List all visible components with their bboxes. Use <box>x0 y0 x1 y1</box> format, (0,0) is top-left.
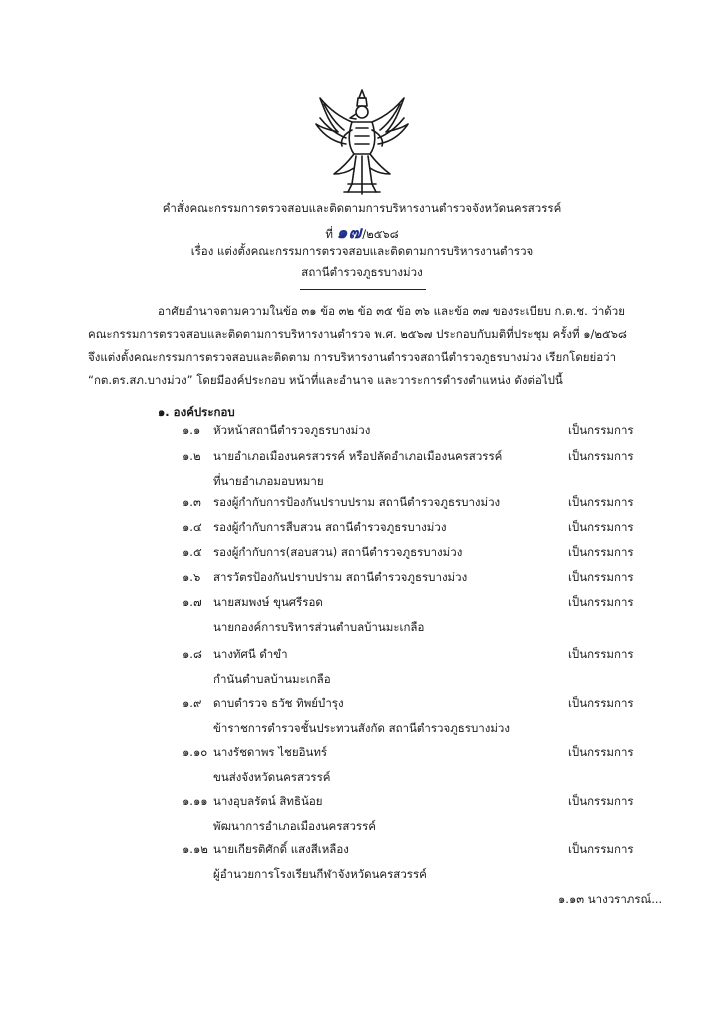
member-name: หัวหน้าสถานีตำรวจภูธรบางม่วง <box>213 423 371 437</box>
member-position: นายกองค์การบริหารส่วนตำบลบ้านมะเกลือ <box>213 620 425 634</box>
member-name: รองผู้กำกับการสืบสวน สถานีตำรวจภูธรบางม่วง <box>213 520 447 534</box>
order-prefix: ที่ <box>325 227 333 241</box>
member-position: ที่นายอำเภอมอบหมาย <box>213 474 324 488</box>
order-subject: เรื่อง แต่งตั้งคณะกรรมการตรวจสอบและติดตามการบริหารงานตำรวจ <box>190 244 534 258</box>
member-name: ดาบตำรวจ ธวัช ทิพย์บำรุง <box>213 696 344 710</box>
member-name: นางรัชดาพร ไชยอินทร์ <box>213 745 328 759</box>
member-name: นางทัศนี ดำขำ <box>213 647 288 661</box>
order-year: /๒๕๖๘ <box>362 227 399 241</box>
member-row <box>0 422 724 446</box>
member-role: เป็นกรรมการ <box>568 794 634 808</box>
member-role: เป็นกรรมการ <box>568 449 634 463</box>
member-row <box>0 695 724 735</box>
member-row <box>0 544 724 568</box>
member-number: ๑.๘ <box>182 647 202 661</box>
order-number: ๑๗ <box>336 223 363 243</box>
member-row <box>0 744 724 784</box>
member-number: ๑.๗ <box>182 595 202 609</box>
member-role: เป็นกรรมการ <box>568 745 634 759</box>
member-position: ผู้อำนวยการโรงเรียนกีฬาจังหวัดนครสวรรค์ <box>213 867 427 881</box>
member-number: ๑.๑๒ <box>182 842 208 856</box>
member-position: กำนันตำบลบ้านมะเกลือ <box>213 672 331 686</box>
member-role: เป็นกรรมการ <box>568 842 634 856</box>
member-name: นายสมพงษ์ ขุนศรีรอด <box>213 595 323 609</box>
member-role: เป็นกรรมการ <box>568 495 634 509</box>
member-role: เป็นกรรมการ <box>568 570 634 584</box>
continuation-note: ๑.๑๓ นางวราภรณ์... <box>558 892 663 906</box>
member-row <box>0 594 724 634</box>
member-number: ๑.๑๑ <box>182 794 208 808</box>
member-role: เป็นกรรมการ <box>568 696 634 710</box>
intro-line: อาศัยอำนาจตามความในข้อ ๓๑ ข้อ ๓๒ ข้อ ๓๕ ข้อ ๓๖ และข้อ ๓๗ ของระเบียบ ก.ต.ช. ว่าด้วย <box>158 304 625 318</box>
member-number: ๑.๒ <box>182 449 201 463</box>
member-number: ๑.๔ <box>182 520 202 534</box>
member-name: รองผู้กำกับการป้องกันปราบปราม สถานีตำรวจภูธรบางม่วง <box>213 495 501 509</box>
member-position: ขนส่งจังหวัดนครสวรรค์ <box>213 770 331 784</box>
member-name: สารวัตรป้องกันปราบปราม สถานีตำรวจภูธรบางม่วง <box>213 570 468 584</box>
member-number: ๑.๖ <box>182 570 201 584</box>
member-row <box>0 494 724 518</box>
garuda-emblem-icon <box>312 88 412 196</box>
member-row <box>0 448 724 488</box>
section-heading: ๑. องค์ประกอบ <box>158 405 235 419</box>
member-row <box>0 519 724 543</box>
member-row <box>0 793 724 833</box>
member-position: พัฒนาการอำเภอเมืองนครสวรรค์ <box>213 819 376 833</box>
member-name: นายเกียรติศักดิ์ แสงสีเหลือง <box>213 842 349 856</box>
intro-line: จึงแต่งตั้งคณะกรรมการตรวจสอบและติดตาม การบริหารงานตำรวจสถานีตำรวจภูธรบางม่วง เรียกโดยย่อว่า <box>88 350 617 364</box>
member-number: ๑.๙ <box>182 696 202 710</box>
member-number: ๑.๓ <box>182 495 201 509</box>
member-number: ๑.๑๐ <box>182 745 208 759</box>
member-number: ๑.๑ <box>182 423 201 437</box>
member-role: เป็นกรรมการ <box>568 595 634 609</box>
member-role: เป็นกรรมการ <box>568 520 634 534</box>
member-role: เป็นกรรมการ <box>568 647 634 661</box>
member-role: เป็นกรรมการ <box>568 423 634 437</box>
order-title: คำสั่งคณะกรรมการตรวจสอบและติดตามการบริหารงานตำรวจจังหวัดนครสวรรค์ <box>162 201 562 215</box>
intro-paragraph <box>88 300 668 392</box>
member-role: เป็นกรรมการ <box>568 545 634 559</box>
member-row <box>0 646 724 686</box>
member-number: ๑.๕ <box>182 545 202 559</box>
member-row <box>0 841 724 881</box>
member-name: นายอำเภอเมืองนครสวรรค์ หรือปลัดอำเภอเมืองนครสวรรค์ <box>213 449 503 463</box>
member-row <box>0 569 724 593</box>
order-station: สถานีตำรวจภูธรบางม่วง <box>301 265 423 279</box>
intro-line: คณะกรรมการตรวจสอบและติดตามการบริหารงานตำรวจ พ.ศ. ๒๕๖๗ ประกอบกับมติที่ประชุม ครั้งที่ ๑/๒๕๖๘ <box>88 327 627 341</box>
member-name: นางอุบลรัตน์ สิทธิน้อย <box>213 794 323 808</box>
member-position: ข้าราชการตำรวจชั้นประทวนสังกัด สถานีตำรวจภูธรบางม่วง <box>213 721 510 735</box>
member-name: รองผู้กำกับการ(สอบสวน) สถานีตำรวจภูธรบางม่วง <box>213 545 463 559</box>
title-divider <box>300 289 426 290</box>
intro-line: “กต.ตร.สภ.บางม่วง” โดยมีองค์ประกอบ หน้าที่และอำนาจ และวาระการดำรงตำแหน่ง ดังต่อไปนี้ <box>88 373 563 387</box>
order-number-line <box>0 219 724 246</box>
